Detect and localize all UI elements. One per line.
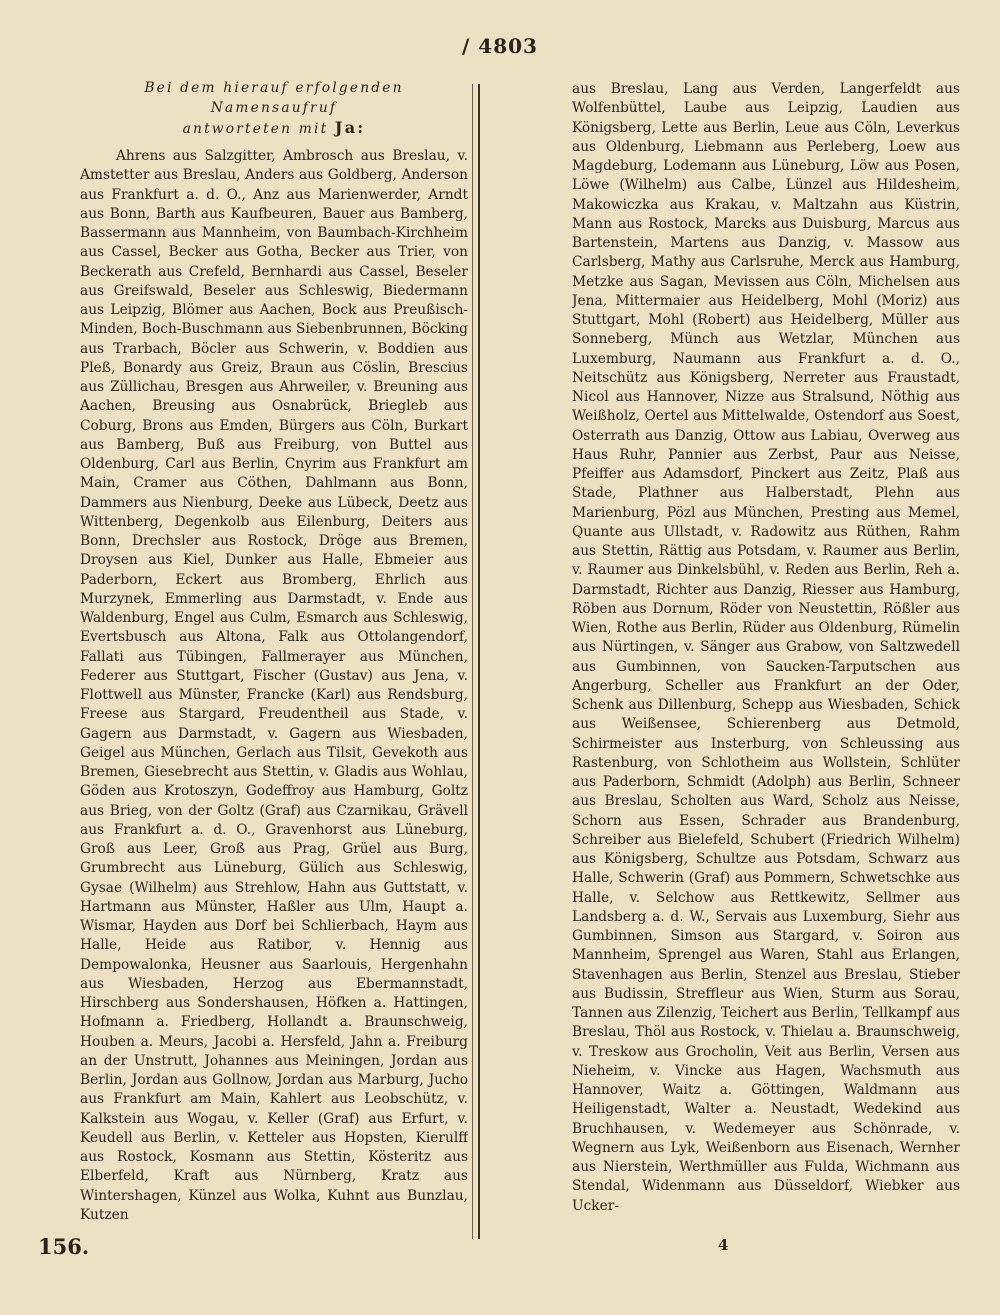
heading-line-1: Bei dem hierauf erfolgenden Namensaufruf [144, 80, 404, 116]
left-column-text: Ahrens aus Salzgitter, Ambrosch aus Breslau, v. Amstetter aus Breslau, Anders aus Goldberg, Anderson aus Frankfurt a. d. O., Anz aus Marienwerder, Arndt aus Bonn, Barth aus Kaufbeuren, Bauer aus Bamberg, Bassermann aus Mannheim, von Baumbach-Kirchheim aus Cassel, Becker aus Gotha, Becker aus Trier, von Beckerath aus Crefeld, Bernhardi aus Cassel, Beseler aus Greifswald, Beseler aus Schleswig, Biedermann aus Leipzig, Blömer aus Aachen, Bock aus Preußisch-Minden, Boch-Buschmann aus Siebenbrunnen, Böcking aus Trarbach, Böcler aus Schwerin, v. Boddien aus Pleß, Bonardy aus Greiz, Braun aus Cöslin, Brescius aus Züllichau, Bresgen aus Ahrweiler, v. Breuning aus Aachen, Breusing aus Osnabrück, Briegleb aus Coburg, Brons aus Emden, Bürgers aus Cöln, Burkart aus Bamberg, Buß aus Freiburg, von Buttel aus Oldenburg, Carl aus Berlin, Cnyrim aus Frankfurt am Main, Cramer aus Cöthen, Dahlmann aus Bonn, Dammers aus Nienburg, Deeke aus Lübeck, Deetz aus Wittenberg, Degenkolb aus Eilenburg, Deiters aus Bonn, Drechsler aus Rostock, Dröge aus Bremen, Droysen aus Kiel, Dunker aus Halle, Ebmeier aus Paderborn, Eckert aus Bromberg, Ehrlich aus Murzynek, Emmerling aus Darmstadt, v. Ende aus Waldenburg, Engel aus Culm, Esmarch aus Schleswig, Evertsbusch aus Altona, Falk aus Ottolangendorf, Fallati aus Tübingen, Fallmerayer aus München, Federer aus Stuttgart, Fischer (Gustav) aus Jena, v. Flottwell aus Münster, Francke (Karl) aus Rendsburg, Freese aus Stargard, Freudentheil aus Stade, v. Gagern aus Darmstadt, v. Gagern aus Wiesbaden, Geigel aus München, Gerlach aus Tilsit, Gevekoth aus Bremen, Giesebrecht aus Stettin, v. Gladis aus Wohlau, Göden aus Krotoszyn, Godeffroy aus Hamburg, Goltz aus Brieg, von der Goltz (Graf) aus Czarnikau, Grävell aus Frankfurt a. d. O., Gravenhorst aus Lüneburg, Groß aus Leer, Groß aus Prag, Grüel aus Burg, Grumbrecht aus Lüneburg, Gülich aus Schleswig, Gysae (Wilhelm) aus Strehlow, Hahn aus Guttstatt, v. Hartmann aus Münster, Haßler aus Ulm, Haupt a. Wismar, Hayden aus Dorf bei Schlierbach, Haym aus Halle, Heide aus Ratibor, v. Hennig aus Dempowalonka, Heusner aus Saarlouis, Hergenhahn aus Wiesbaden, Herzog aus Ebermannstadt, Hirschberg aus Sondershausen, Höfken a. Hattingen, Hofmann a. Friedberg, Hollandt a. Braunschweig, Houben a. Meurs, Jacobi a. Hersfeld, Jahn a. Freiburg an der Unstrutt, Johannes aus Meiningen, Jordan aus Berlin, Jordan aus Gollnow, Jordan aus Marburg, Jucho aus Frankfurt am Main, Kahlert aus Leobschütz, v. Kalkstein aus Wogau, v. Keller (Graf) aus Erfurt, v. Keudell aus Berlin, v. Ketteler aus Hopsten, Kierulff aus Rostock, Kosmann aus Stettin, Kösteritz aus Elberfeld, Kraft aus Nürnberg, Kratz aus Wintershagen, Künzel aus Wolka, Kuhnt aus Bunzlau, Kutzen [80, 148, 468, 1223]
heading-line-2 [80, 118, 468, 139]
roll-call-heading [80, 78, 468, 139]
column-divider-thin [472, 84, 473, 1239]
left-column [80, 78, 468, 1238]
right-column-text: aus Breslau, Lang aus Verden, Langerfeldt aus Wolfenbüttel, Laube aus Leipzig, Laudien aus Königsberg, Lette aus Berlin, Leue aus Cöln, Leverkus aus Oldenburg, Liebmann aus Perleberg, Loew aus Magdeburg, Lodemann aus Lüneburg, Löw aus Posen, Löwe (Wilhelm) aus Calbe, Lünzel aus Hildesheim, Makowiczka aus Krakau, v. Maltzahn aus Küstrin, Mann aus Rostock, Marcks aus Duisburg, Marcus aus Bartenstein, Martens aus Danzig, v. Massow aus Carlsberg, Mathy aus Carlsruhe, Merck aus Hamburg, Metzke aus Sagan, Mevissen aus Cöln, Michelsen aus Jena, Mittermaier aus Heidelberg, Mohl (Moriz) aus Stuttgart, Mohl (Robert) aus Heidelberg, Müller aus Sonneberg, Münch aus Wetzlar, München aus Luxemburg, Naumann aus Frankfurt a. d. O., Neitschütz aus Königsberg, Nerreter aus Fraustadt, Nicol aus Hannover, Nizze aus Stralsund, Nöthig aus Weißholz, Oertel aus Mittelwalde, Ostendorf aus Soest, Osterrath aus Danzig, Ottow aus Labiau, Overweg aus Haus Ruhr, Pannier aus Zerbst, Paur aus Neisse, Pfeiffer aus Adamsdorf, Pinckert aus Zeitz, Plaß aus Stade, Plathner aus Halberstadt, Plehn aus Marienburg, Pözl aus München, Presting aus Memel, Quante aus Ullstadt, v. Radowitz aus Rüthen, Rahm aus Stettin, Rättig aus Potsdam, v. Raumer aus Berlin, v. Raumer aus Dinkelsbühl, v. Reden aus Berlin, Reh a. Darmstadt, Richter aus Danzig, Riesser aus Hamburg, Röben aus Dornum, Röder von Neustettin, Rößler aus Wien, Rothe aus Berlin, Rüder aus Oldenburg, Rümelin aus Nürtingen, v. Sänger aus Grabow, von Saltzwedell aus Gumbinnen, von Saucken-Tarputschen aus Angerburg, Scheller aus Frankfurt an der Oder, Schenk aus Dillenburg, Schepp aus Wiesbaden, Schick aus Weißensee, Schierenberg aus Detmold, Schirmeister aus Insterburg, von Schleussing aus Rastenburg, von Schlotheim aus Wollstein, Schlüter aus Paderborn, Schmidt (Adolph) aus Berlin, Schneer aus Breslau, Scholten aus Ward, Scholz aus Neisse, Schorn aus Essen, Schrader aus Brandenburg, Schreiber aus Bielefeld, Schubert (Friedrich Wilhelm) aus Königsberg, Schultze aus Potsdam, Schwarz aus Halle, Schwerin (Graf) aus Pommern, Schwetschke aus Halle, v. Selchow aus Rettkewitz, Sellmer aus Landsberg a. d. W., Servais aus Luxemburg, Siehr aus Gumbinnen, Simson aus Stargard, v. Soiron aus Mannheim, Sprengel aus Waren, Stahl aus Erlangen, Stavenhagen aus Berlin, Stenzel aus Breslau, Stieber aus Budissin, Streffleur aus Wien, Sturm aus Sorau, Tannen aus Zilenzig, Teichert aus Berlin, Tellkampf aus Breslau, Thöl aus Rostock, v. Thielau a. Braunschweig, v. Treskow aus Grocholin, Veit aus Berlin, Versen aus Nieheim, v. Vincke aus Hagen, Wachsmuth aus Hannover, Waitz a. Göttingen, Waldmann aus Heiligenstadt, Walter a. Neustadt, Wedekind aus Bruchhausen, v. Wedemeyer aus Schönrade, v. Wegnern aus Lyk, Weißenborn aus Eisenach, Wernher aus Nierstein, Werthmüller aus Fulda, Wichmann aus Stendal, Widenmann aus Düsseldorf, Wiebker aus Ucker- [572, 81, 960, 1214]
sheet-number: 156. [38, 1234, 90, 1259]
right-column [572, 80, 960, 1240]
page-number: / 4803 [462, 34, 538, 58]
column-divider-thick [478, 84, 480, 1239]
heading-answer-word: Ja: [334, 118, 366, 137]
heading-line-2-prefix: antworteten mit [182, 121, 329, 137]
signature-mark: 4 [718, 1236, 729, 1254]
